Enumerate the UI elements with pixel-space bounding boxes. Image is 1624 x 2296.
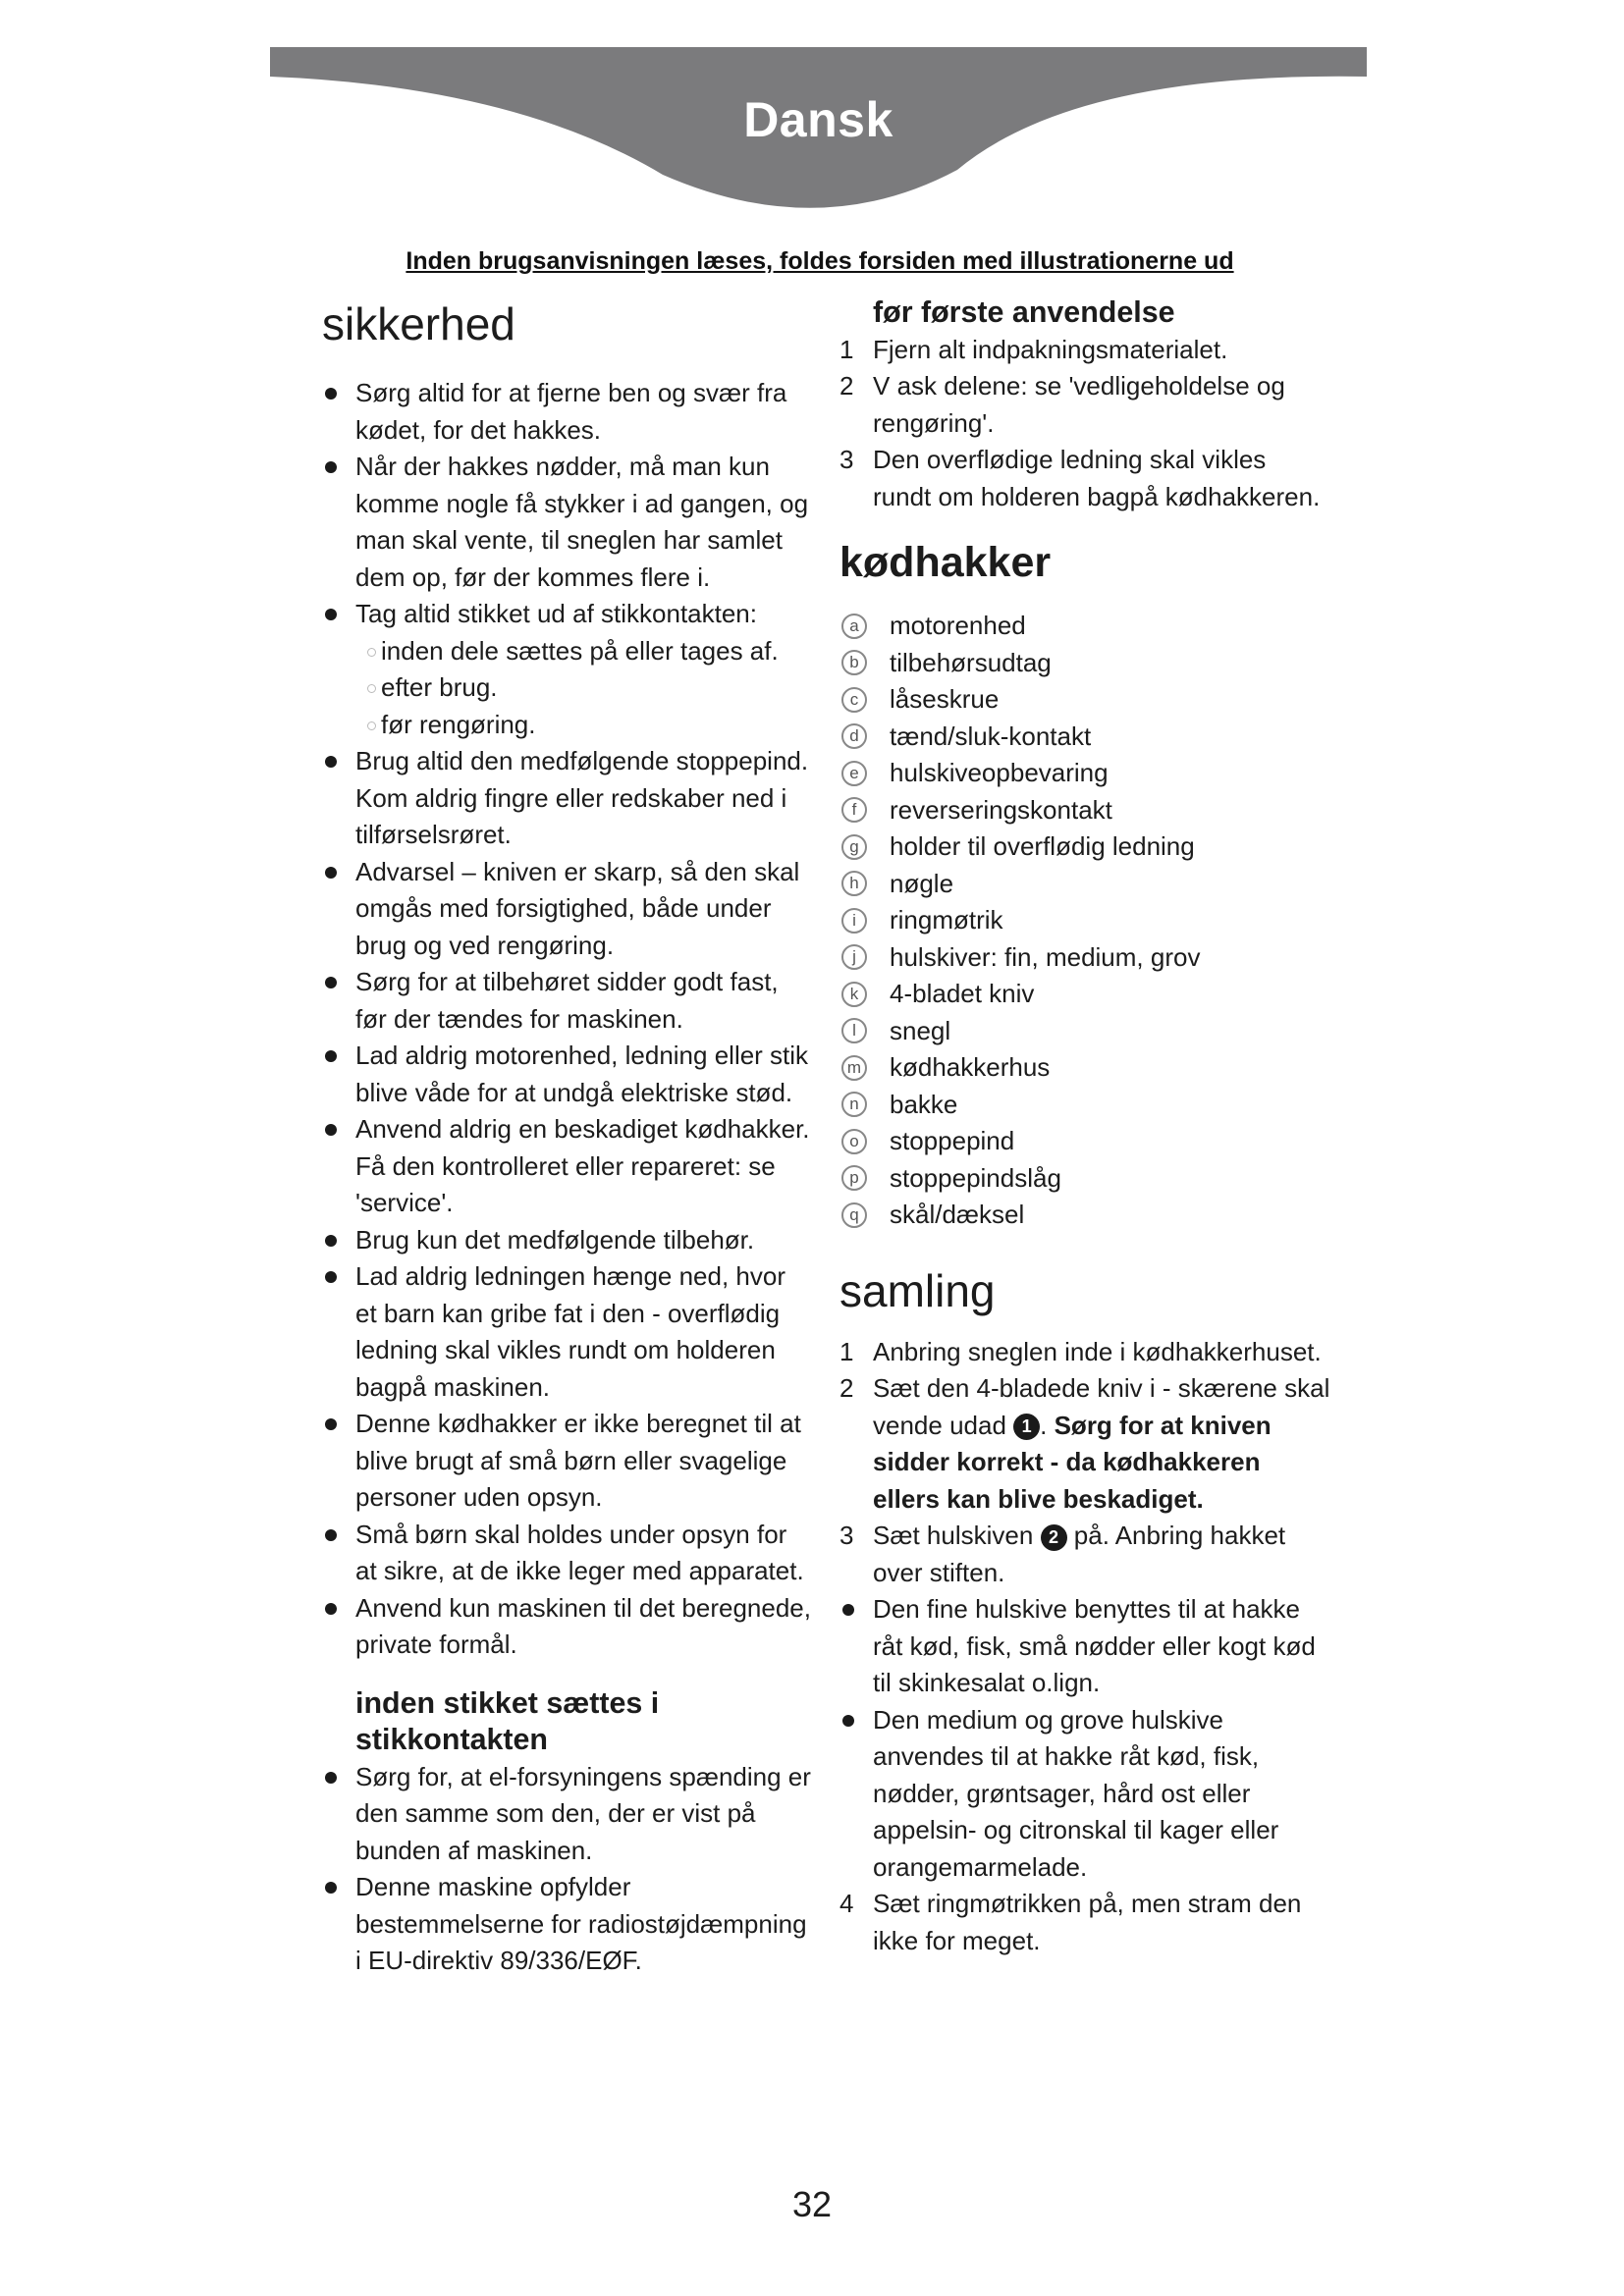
part-item: [839, 902, 1330, 939]
numbered-item: [839, 1886, 1330, 1959]
part-label: ringmøtrik: [890, 905, 1003, 934]
step-number: 2: [839, 371, 854, 400]
step-number: 2: [839, 1373, 854, 1403]
part-label: nøgle: [890, 868, 954, 898]
figure-ref-2: 2: [1041, 1524, 1067, 1551]
part-letter: m: [841, 1055, 867, 1081]
part-item: [839, 866, 1330, 903]
step-number: 4: [839, 1889, 854, 1918]
part-letter: d: [841, 723, 867, 749]
list-item: Den fine hulskive benyttes til at hakke råt kød, fisk, små nødder eller kogt kød til skinkesalat o.lign.: [839, 1591, 1330, 1702]
unplug-sublist: [355, 633, 813, 744]
part-letter: e: [841, 761, 867, 786]
header-banner: [270, 47, 1367, 229]
part-item: [839, 719, 1330, 756]
part-letter: k: [841, 982, 867, 1007]
part-item: [839, 755, 1330, 792]
step-number: 3: [839, 445, 854, 474]
part-label: bakke: [890, 1089, 958, 1119]
part-item: [839, 939, 1330, 977]
part-letter: p: [841, 1165, 867, 1191]
numbered-item: [839, 442, 1330, 515]
part-item: [839, 1160, 1330, 1198]
part-label: tænd/sluk-kontakt: [890, 721, 1092, 751]
part-label: reverseringskontakt: [890, 794, 1112, 825]
part-letter: c: [841, 687, 867, 713]
step-text: Sæt den 4-bladede kniv i - skærene skal vende udad: [873, 1373, 1330, 1440]
part-item: [839, 976, 1330, 1013]
part-label: skål/dæksel: [890, 1200, 1025, 1229]
warning-text: Sørg for at kniven sidder korrekt - da kødhakkeren ellers kan blive beskadiget.: [873, 1410, 1272, 1514]
part-item: [839, 1049, 1330, 1087]
figure-ref-1: 1: [1013, 1414, 1040, 1440]
list-item: Brug altid den medfølgende stoppepind. Kom aldrig fingre eller redskaber ned i tilførselsrøret.: [322, 743, 813, 854]
list-item-text: Tag altid stikket ud af stikkontakten:: [355, 599, 757, 628]
part-letter: h: [841, 871, 867, 896]
numbered-item: [839, 1370, 1330, 1518]
assembly-steps: [839, 1334, 1330, 1592]
first-use-heading: før første anvendelse: [873, 295, 1175, 329]
part-letter: j: [841, 944, 867, 970]
step-text: V ask delene: se 'vedligeholdelse og rengøring'.: [873, 371, 1285, 438]
part-label: hulskiveopbevaring: [890, 758, 1109, 787]
part-letter: a: [841, 614, 867, 639]
safety-heading: sikkerhed: [322, 298, 515, 349]
step-text: Fjern alt indpakningsmaterialet.: [873, 334, 1228, 364]
numbered-item: [839, 332, 1330, 369]
list-item: Advarsel – kniven er skarp, så den skal omgås med forsigtighed, både under brug og ved rengøring.: [322, 854, 813, 965]
grinder-heading: kødhakker: [839, 539, 1052, 586]
part-label: låseskrue: [890, 684, 1000, 714]
list-item: Lad aldrig motorenhed, ledning eller stik blive våde for at undgå elektriske stød.: [322, 1038, 813, 1111]
plug-heading: inden stikket sættes i stikkontakten: [355, 1685, 660, 1756]
part-item: [839, 792, 1330, 829]
step-number: 3: [839, 1521, 854, 1550]
left-column: [322, 294, 813, 1980]
list-item: Sørg for, at el-forsyningens spænding er den samme som den, der er vist på bunden af maskinen.: [322, 1759, 813, 1870]
part-label: hulskiver: fin, medium, grov: [890, 941, 1201, 972]
part-item: [839, 645, 1330, 682]
part-label: motorenhed: [890, 611, 1026, 640]
part-label: stoppepindslåg: [890, 1162, 1061, 1193]
list-item: Denne maskine opfylder bestemmelserne for radiostøjdæmpning i EU-direktiv 89/336/EØF.: [322, 1869, 813, 1980]
step-text: Sæt ringmøtrikken på, men stram den ikke for meget.: [873, 1889, 1302, 1955]
part-letter: f: [841, 797, 867, 823]
part-label: stoppepind: [890, 1126, 1015, 1155]
part-item: [839, 681, 1330, 719]
part-letter: q: [841, 1202, 867, 1228]
part-label: tilbehørsudtag: [890, 647, 1052, 677]
intro-instruction: Inden brugsanvisningen læses, foldes forsiden med illustrationerne ud: [406, 247, 1234, 275]
part-label: holder til overflødig ledning: [890, 831, 1195, 861]
step-body: [873, 1518, 1330, 1591]
part-label: 4-bladet kniv: [890, 979, 1035, 1008]
part-letter: n: [841, 1092, 867, 1117]
list-item: Når der hakkes nødder, må man kun komme nogle få stykker i ad gangen, og man skal vente, til sneglen har samlet dem op, før der kommes flere i.: [322, 449, 813, 596]
list-item: Den medium og grove hulskive anvendes til at hakke råt kød, fisk, nødder, grøntsager, hård ost eller appelsin- og citronskal til kager eller orangemarmelade.: [839, 1702, 1330, 1887]
step-text: Anbring sneglen inde i kødhakkerhuset.: [873, 1336, 1322, 1366]
part-letter: l: [841, 1018, 867, 1043]
assembly-heading: samling: [839, 1264, 996, 1316]
list-item: [322, 596, 813, 743]
part-letter: i: [841, 908, 867, 934]
assembly-bullets: [839, 1591, 1330, 1886]
part-item: [839, 1087, 1330, 1124]
language-title: Dansk: [743, 92, 893, 147]
list-item: Denne kødhakker er ikke beregnet til at blive brugt af små børn eller svagelige personer uden opsyn.: [322, 1406, 813, 1517]
list-item: Små børn skal holdes under opsyn for at sikre, at de ikke leger med apparatet.: [322, 1517, 813, 1590]
numbered-item: [839, 1334, 1330, 1371]
list-item: Sørg for at tilbehøret sidder godt fast, før der tændes for maskinen.: [322, 964, 813, 1038]
first-use-list: [839, 332, 1330, 516]
list-item: Lad aldrig ledningen hænge ned, hvor et barn kan gribe fat i den - overflødig ledning skal vikles rundt om holderen bagpå maskinen.: [322, 1258, 813, 1406]
safety-list: [322, 375, 813, 1664]
step-text: på. Anbring hakket over stiften.: [873, 1521, 1286, 1587]
sub-list-item: før rengøring.: [367, 707, 813, 744]
part-item: [839, 608, 1330, 645]
step-body: Sæt den 4-bladede kniv i - skærene skal vende udad 1 . Sørg for at kniven sidder korrekt - da kødhakkeren ellers kan blive beskadiget.: [873, 1373, 1330, 1514]
part-item: [839, 828, 1330, 866]
part-item: [839, 1123, 1330, 1160]
assembly-steps-continued: [839, 1886, 1330, 1959]
part-letter: b: [841, 650, 867, 675]
step-text: Sæt hulskiven: [873, 1521, 1034, 1550]
step-text: Den overflødige ledning skal vikles rundt om holderen bagpå kødhakkeren.: [873, 445, 1321, 511]
sub-list-item: efter brug.: [367, 669, 813, 707]
list-item: Anvend aldrig en beskadiget kødhakker. Få den kontrolleret eller repareret: se 'service'.: [322, 1111, 813, 1222]
numbered-item: [839, 1518, 1330, 1591]
plug-list: [322, 1759, 813, 1980]
step-number: 1: [839, 1336, 854, 1366]
part-item: [839, 1013, 1330, 1050]
page-number: 32: [791, 2184, 833, 2224]
list-item: Brug kun det medfølgende tilbehør.: [322, 1222, 813, 1259]
parts-list: [839, 608, 1330, 1234]
part-label: kødhakkerhus: [890, 1052, 1051, 1082]
list-item: Sørg altid for at fjerne ben og svær fra kødet, for det hakkes.: [322, 375, 813, 449]
part-item: [839, 1197, 1330, 1234]
numbered-item: [839, 368, 1330, 442]
part-letter: g: [841, 834, 867, 860]
list-item: Anvend kun maskinen til det beregnede, private formål.: [322, 1590, 813, 1664]
right-column: [839, 294, 1330, 1959]
sub-list-item: inden dele sættes på eller tages af.: [367, 633, 813, 670]
step-number: 1: [839, 334, 854, 364]
part-label: snegl: [890, 1015, 951, 1045]
part-letter: o: [841, 1129, 867, 1154]
